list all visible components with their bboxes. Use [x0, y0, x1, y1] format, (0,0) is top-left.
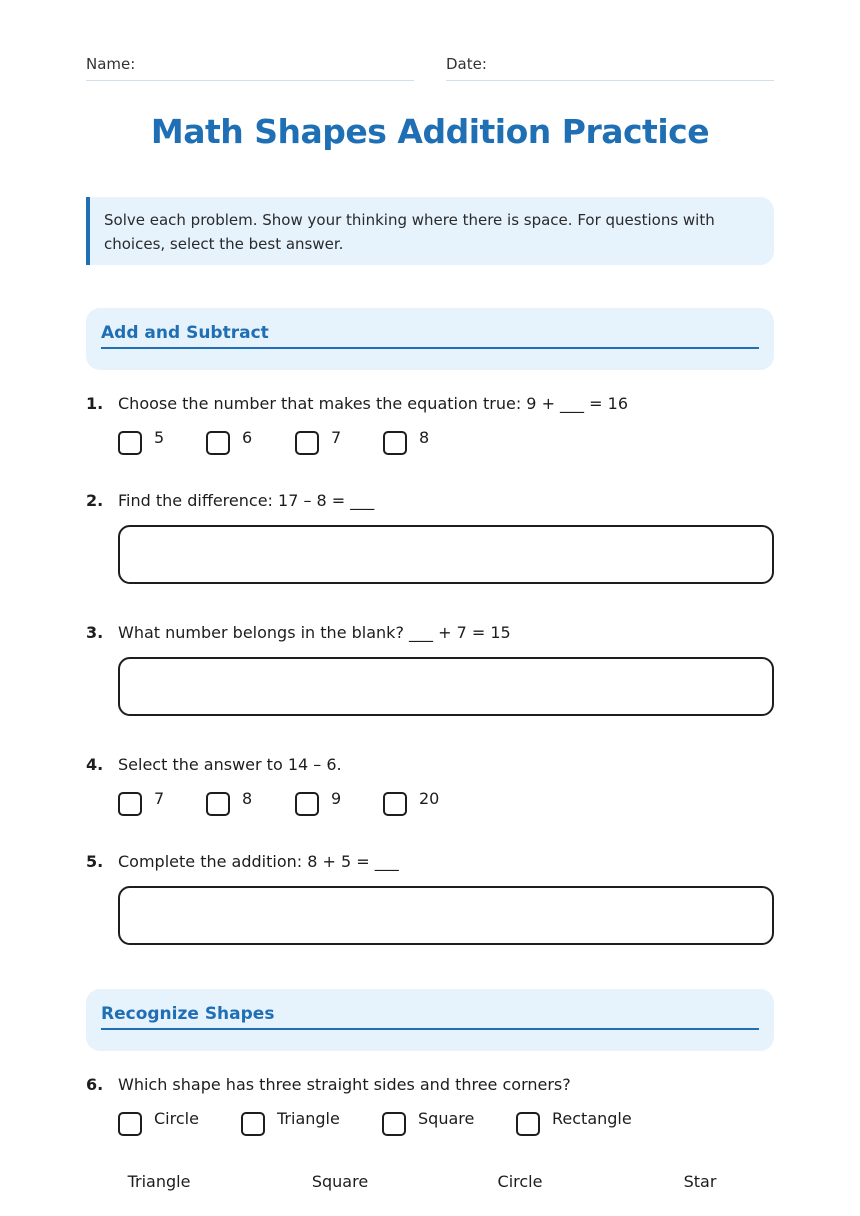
shape-label-circle: Circle	[497, 1172, 543, 1191]
checkbox[interactable]	[206, 792, 230, 816]
name-label: Name:	[86, 55, 136, 73]
choice-option[interactable]	[295, 789, 341, 815]
section-header-recognize-shapes	[86, 989, 774, 1051]
question-text: Choose the number that makes the equation true: 9 + ___ = 16	[118, 394, 628, 413]
instructions-text: Solve each problem. Show your thinking where there is space. For questions with choices, select the best answer.	[104, 211, 715, 253]
choice-option[interactable]	[516, 1109, 632, 1135]
answer-box[interactable]	[118, 886, 774, 945]
shape-label-star: Star	[683, 1172, 717, 1191]
checkbox[interactable]	[118, 1112, 142, 1136]
choice-option[interactable]	[383, 428, 429, 454]
choice-label: 8	[242, 788, 253, 808]
question-number: 1.	[86, 394, 104, 413]
choice-label: Square	[418, 1108, 475, 1128]
question-text: Which shape has three straight sides and three corners?	[118, 1075, 571, 1094]
choice-option[interactable]	[118, 1109, 199, 1135]
choice-option[interactable]	[206, 789, 252, 815]
date-field[interactable]	[446, 54, 774, 81]
checkbox[interactable]	[295, 792, 319, 816]
date-label: Date:	[446, 55, 487, 73]
choice-option[interactable]	[206, 428, 252, 454]
section-title: Recognize Shapes	[101, 1004, 759, 1030]
choice-label: Triangle	[277, 1108, 340, 1128]
choice-option[interactable]	[241, 1109, 340, 1135]
checkbox[interactable]	[118, 792, 142, 816]
choice-label: Circle	[154, 1108, 199, 1128]
choice-label: 20	[419, 788, 440, 808]
shape-label-triangle: Triangle	[127, 1172, 191, 1191]
choice-label: Rectangle	[552, 1108, 632, 1128]
question-number: 3.	[86, 623, 104, 642]
choice-option[interactable]	[382, 1109, 474, 1135]
choice-label: 7	[154, 788, 165, 808]
choice-label: 7	[331, 427, 342, 447]
shape-label-square: Square	[311, 1172, 369, 1191]
page-title: Math Shapes Addition Practice	[150, 112, 710, 151]
question-number: 5.	[86, 852, 104, 871]
section-title: Add and Subtract	[101, 323, 759, 349]
choice-option[interactable]	[383, 789, 439, 815]
choice-option[interactable]	[118, 428, 164, 454]
answer-box[interactable]	[118, 525, 774, 584]
name-field[interactable]	[86, 54, 414, 81]
checkbox[interactable]	[241, 1112, 265, 1136]
choice-label: 9	[331, 788, 342, 808]
checkbox[interactable]	[383, 431, 407, 455]
choice-label: 6	[242, 427, 253, 447]
checkbox[interactable]	[118, 431, 142, 455]
question-text: What number belongs in the blank? ___ + 7 = 15	[118, 623, 511, 642]
question-text: Complete the addition: 8 + 5 = ___	[118, 852, 399, 871]
question-number: 4.	[86, 755, 104, 774]
choice-option[interactable]	[295, 428, 341, 454]
choice-option[interactable]	[118, 789, 164, 815]
question-text: Find the difference: 17 – 8 = ___	[118, 491, 375, 510]
answer-box[interactable]	[118, 657, 774, 716]
checkbox[interactable]	[383, 792, 407, 816]
checkbox[interactable]	[516, 1112, 540, 1136]
question-number: 6.	[86, 1075, 104, 1094]
choice-label: 8	[419, 427, 430, 447]
choice-label: 5	[154, 427, 165, 447]
checkbox[interactable]	[382, 1112, 406, 1136]
checkbox[interactable]	[295, 431, 319, 455]
question-number: 2.	[86, 491, 104, 510]
instructions-box	[86, 197, 774, 265]
question-text: Select the answer to 14 – 6.	[118, 755, 342, 774]
section-header-add-subtract	[86, 308, 774, 370]
checkbox[interactable]	[206, 431, 230, 455]
